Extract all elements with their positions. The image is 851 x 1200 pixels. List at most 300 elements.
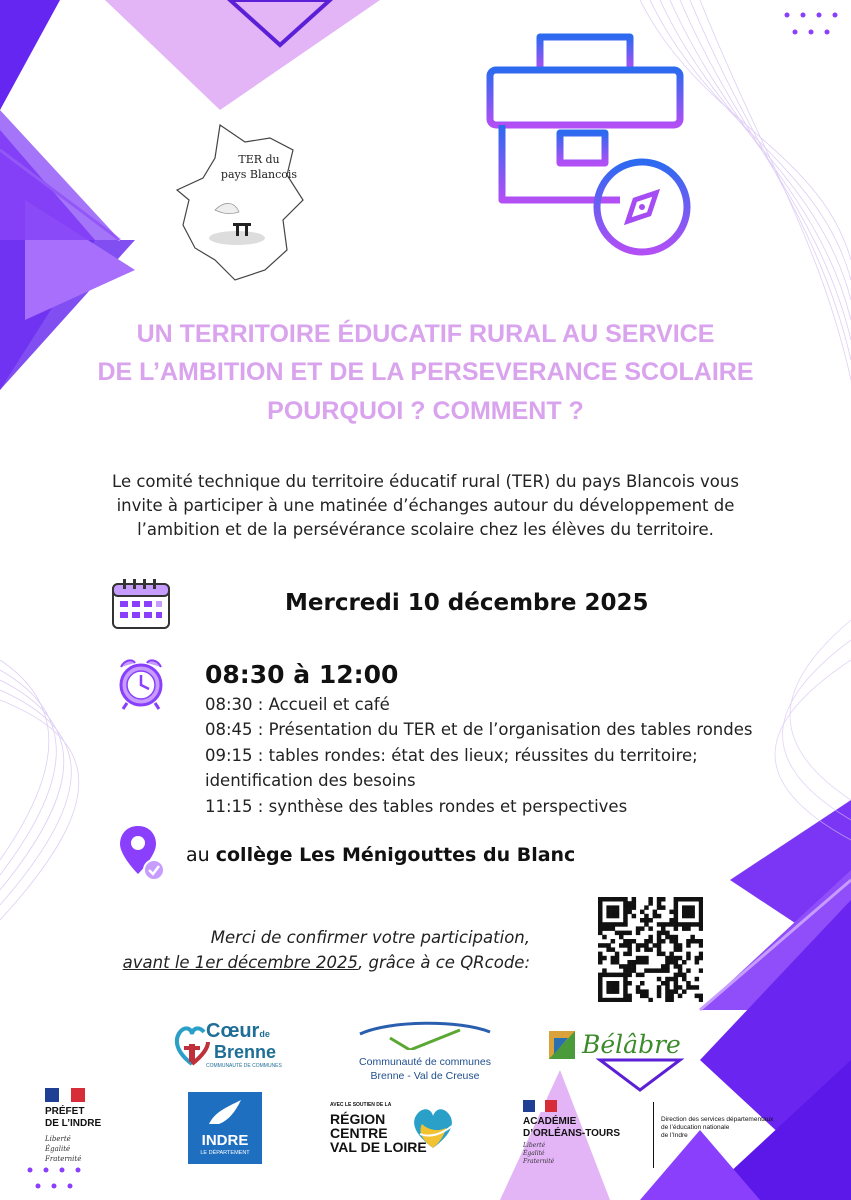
qr-module xyxy=(636,931,641,936)
ter-map-outline xyxy=(175,120,305,285)
qr-module xyxy=(619,897,624,902)
qr-module xyxy=(611,981,616,986)
cc-line-2: Brenne - Val de Creuse xyxy=(370,1070,480,1082)
qr-module xyxy=(695,977,700,982)
cc-brenne-val-de-creuse-logo xyxy=(350,1020,500,1085)
qr-code[interactable] xyxy=(598,897,703,1002)
qr-module xyxy=(686,943,691,948)
qr-module xyxy=(661,939,666,944)
qr-module xyxy=(598,922,603,927)
qr-module xyxy=(657,968,662,973)
qr-module xyxy=(598,943,603,948)
qr-module xyxy=(690,914,695,919)
bird-icon xyxy=(205,1098,245,1128)
qr-module xyxy=(640,960,645,965)
qr-module xyxy=(686,926,691,931)
qr-module xyxy=(615,897,620,902)
qr-module xyxy=(619,964,624,969)
qr-module xyxy=(686,952,691,957)
qr-module xyxy=(640,910,645,915)
academie-motto-3: Fraternité xyxy=(523,1158,555,1165)
cc-line-1: Communauté de communes xyxy=(359,1056,491,1068)
qr-module xyxy=(657,994,662,999)
qr-module xyxy=(653,968,658,973)
qr-module xyxy=(636,960,641,965)
qr-module xyxy=(623,931,628,936)
qr-module xyxy=(674,918,679,923)
qr-module xyxy=(611,914,616,919)
qr-module xyxy=(657,897,662,902)
prefet-motto-1: Liberté xyxy=(45,1135,71,1143)
qr-module xyxy=(648,968,653,973)
qr-module xyxy=(602,998,607,1002)
qr-module xyxy=(665,994,670,999)
qr-module xyxy=(674,922,679,927)
qr-module xyxy=(674,956,679,961)
region-centre-logo xyxy=(330,1102,460,1172)
qr-module xyxy=(606,981,611,986)
qr-module xyxy=(695,960,700,965)
qr-module xyxy=(682,989,687,994)
qr-module xyxy=(615,981,620,986)
ter-logo-line2: pays Blancois xyxy=(220,168,298,181)
qr-module xyxy=(699,905,703,910)
qr-module xyxy=(657,952,662,957)
qr-module xyxy=(678,947,683,952)
qr-module xyxy=(623,918,628,923)
qr-module xyxy=(598,897,603,902)
belabre-logo xyxy=(548,1028,708,1063)
qr-module xyxy=(690,939,695,944)
qr-module xyxy=(657,943,662,948)
qr-module xyxy=(615,973,620,978)
qr-module xyxy=(627,947,632,952)
qr-module xyxy=(606,897,611,902)
qr-module xyxy=(665,985,670,990)
qr-module xyxy=(665,964,670,969)
qr-module xyxy=(615,998,620,1002)
qr-module xyxy=(657,939,662,944)
qr-module xyxy=(611,897,616,902)
qr-module xyxy=(648,947,653,952)
qr-module xyxy=(615,960,620,965)
qr-module xyxy=(623,968,628,973)
qr-module xyxy=(686,914,691,919)
qr-module xyxy=(598,914,603,919)
venue xyxy=(186,844,575,866)
qr-module xyxy=(611,947,616,952)
qr-module xyxy=(627,943,632,948)
qr-module xyxy=(623,939,628,944)
qr-module xyxy=(619,943,624,948)
briefcase-compass-icon xyxy=(480,25,710,265)
qr-module xyxy=(644,905,649,910)
qr-module xyxy=(690,897,695,902)
qr-module xyxy=(606,989,611,994)
qr-module xyxy=(699,939,703,944)
qr-module xyxy=(674,977,679,982)
qr-module xyxy=(669,910,674,915)
academie-d3: de l’Indre xyxy=(661,1132,688,1139)
qr-module xyxy=(644,960,649,965)
region-l2: CENTRE xyxy=(330,1125,388,1141)
qr-module xyxy=(674,935,679,940)
qr-module xyxy=(615,914,620,919)
qr-module xyxy=(690,922,695,927)
belabre-name: Bélâbre xyxy=(582,1030,681,1059)
qr-module xyxy=(653,943,658,948)
qr-module xyxy=(661,931,666,936)
qr-module xyxy=(636,926,641,931)
qr-module xyxy=(678,943,683,948)
qr-module xyxy=(682,910,687,915)
region-l3: VAL DE LOIRE xyxy=(330,1139,427,1155)
qr-module xyxy=(674,939,679,944)
qr-module xyxy=(682,914,687,919)
qr-module xyxy=(606,910,611,915)
intro-line-2: invite à participer à une matinée d’échanges autour du développement de xyxy=(116,496,735,515)
qr-module xyxy=(665,931,670,936)
schedule-item-2: 08:45 : Présentation du TER et de l’organisation des tables rondes xyxy=(205,720,753,739)
qr-module xyxy=(615,952,620,957)
qr-module xyxy=(644,947,649,952)
location-pin-icon xyxy=(118,824,166,882)
qr-module xyxy=(598,952,603,957)
qr-module xyxy=(623,922,628,927)
marianne-flag-icon xyxy=(523,1100,557,1112)
qr-module xyxy=(682,905,687,910)
coeur-name-1: Cœur xyxy=(206,1020,260,1042)
qr-module xyxy=(627,905,632,910)
qr-module xyxy=(657,905,662,910)
qr-module xyxy=(623,998,628,1002)
qr-module xyxy=(644,918,649,923)
qr-module xyxy=(665,922,670,927)
academie-l1: ACADÉMIE xyxy=(523,1116,577,1127)
qr-module xyxy=(674,985,679,990)
qr-module xyxy=(686,939,691,944)
qr-module xyxy=(699,943,703,948)
qr-module xyxy=(619,935,624,940)
qr-module xyxy=(636,985,641,990)
qr-module xyxy=(678,964,683,969)
qr-module xyxy=(665,935,670,940)
qr-module xyxy=(674,981,679,986)
qr-module xyxy=(644,956,649,961)
calendar-icon xyxy=(110,578,172,630)
qr-module xyxy=(640,918,645,923)
qr-module xyxy=(695,994,700,999)
qr-module xyxy=(665,968,670,973)
qr-module xyxy=(678,985,683,990)
qr-module xyxy=(623,914,628,919)
qr-module xyxy=(690,985,695,990)
qr-module xyxy=(657,985,662,990)
qr-module xyxy=(606,914,611,919)
qr-module xyxy=(699,910,703,915)
qr-module xyxy=(627,901,632,906)
title-line-1: UN TERRITOIRE ÉDUCATIF RURAL AU SERVICE xyxy=(136,320,715,348)
qr-module xyxy=(674,910,679,915)
qr-module xyxy=(686,905,691,910)
confirm-line-2 xyxy=(120,953,530,972)
qr-module xyxy=(669,960,674,965)
qr-module xyxy=(632,914,637,919)
qr-module xyxy=(661,952,666,957)
qr-module xyxy=(665,956,670,961)
qr-module xyxy=(598,956,603,961)
ter-logo xyxy=(175,120,305,285)
qr-module xyxy=(657,914,662,919)
qr-module xyxy=(598,998,603,1002)
venue-name: collège Les Ménigouttes du Blanc xyxy=(215,844,576,866)
qr-module xyxy=(699,994,703,999)
qr-module xyxy=(674,905,679,910)
qr-module xyxy=(682,926,687,931)
schedule-item-1: 08:30 : Accueil et café xyxy=(205,695,390,714)
qr-module xyxy=(598,901,603,906)
qr-module xyxy=(657,922,662,927)
qr-module xyxy=(611,939,616,944)
qr-module xyxy=(632,964,637,969)
qr-module xyxy=(632,960,637,965)
qr-module xyxy=(644,994,649,999)
prefet-indre-logo xyxy=(45,1088,125,1178)
qr-module xyxy=(661,905,666,910)
qr-module xyxy=(619,998,624,1002)
qr-module xyxy=(657,989,662,994)
qr-module xyxy=(686,985,691,990)
qr-module xyxy=(661,897,666,902)
qr-module xyxy=(699,914,703,919)
qr-module xyxy=(606,998,611,1002)
qr-module xyxy=(665,989,670,994)
qr-module xyxy=(644,943,649,948)
qr-module xyxy=(623,905,628,910)
confirm-line-1: Merci de confirmer votre participation, xyxy=(210,928,530,947)
prefet-line-1: PRÉFET xyxy=(45,1106,85,1117)
qr-module xyxy=(669,922,674,927)
qr-module xyxy=(669,952,674,957)
schedule-item-4: 11:15 : synthèse des tables rondes et perspectives xyxy=(205,797,628,816)
indre-departement-logo xyxy=(188,1092,262,1164)
qr-module xyxy=(611,956,616,961)
qr-module xyxy=(602,922,607,927)
qr-module xyxy=(678,973,683,978)
coeur-de: de xyxy=(259,1029,270,1039)
qr-module xyxy=(611,922,616,927)
intro-line-1: Le comité technique du territoire éducatif rural (TER) du pays Blancois vous xyxy=(112,472,739,491)
qr-module xyxy=(611,926,616,931)
qr-module xyxy=(619,973,624,978)
qr-module xyxy=(690,910,695,915)
qr-module xyxy=(699,998,703,1002)
qr-module xyxy=(644,968,649,973)
region-top: AVEC LE SOUTIEN DE LA xyxy=(330,1102,392,1108)
qr-module xyxy=(606,926,611,931)
qr-module xyxy=(640,981,645,986)
qr-module xyxy=(640,994,645,999)
qr-module xyxy=(699,926,703,931)
qr-module xyxy=(632,901,637,906)
alarm-clock-icon xyxy=(115,655,167,713)
confirm-deadline: avant le 1er décembre 2025 xyxy=(122,953,359,972)
indre-sub: LE DÉPARTEMENT xyxy=(200,1150,250,1156)
qr-module xyxy=(661,968,666,973)
academie-l2: D’ORLÉANS-TOURS xyxy=(523,1128,621,1139)
qr-module xyxy=(640,989,645,994)
qr-module xyxy=(615,989,620,994)
qr-module xyxy=(606,922,611,927)
qr-module xyxy=(636,947,641,952)
qr-module xyxy=(674,926,679,931)
qr-module xyxy=(611,989,616,994)
qr-module xyxy=(695,985,700,990)
qr-module xyxy=(640,973,645,978)
qr-module xyxy=(690,905,695,910)
qr-module xyxy=(598,960,603,965)
qr-module xyxy=(619,931,624,936)
qr-module xyxy=(640,926,645,931)
qr-module xyxy=(623,989,628,994)
qr-module xyxy=(627,968,632,973)
qr-module xyxy=(623,973,628,978)
qr-module xyxy=(598,977,603,982)
coeur-sub: COMMUNAUTÉ DE COMMUNES xyxy=(206,1063,282,1069)
qr-module xyxy=(678,994,683,999)
venue-prefix: au xyxy=(186,844,216,866)
qr-module xyxy=(648,998,653,1002)
qr-module xyxy=(611,960,616,965)
qr-module xyxy=(686,956,691,961)
qr-module xyxy=(627,952,632,957)
qr-module xyxy=(623,901,628,906)
qr-module xyxy=(648,901,653,906)
qr-module xyxy=(674,901,679,906)
qr-module xyxy=(665,960,670,965)
qr-module xyxy=(606,973,611,978)
qr-module xyxy=(615,956,620,961)
qr-module xyxy=(627,981,632,986)
qr-module xyxy=(674,914,679,919)
qr-module xyxy=(695,939,700,944)
qr-module xyxy=(669,989,674,994)
qr-module xyxy=(615,905,620,910)
wave-icon xyxy=(350,1020,500,1050)
qr-module xyxy=(627,910,632,915)
qr-module xyxy=(674,964,679,969)
indre-name: INDRE xyxy=(201,1132,249,1149)
qr-module xyxy=(611,985,616,990)
qr-module xyxy=(665,998,670,1002)
qr-module xyxy=(606,985,611,990)
qr-module xyxy=(636,956,641,961)
qr-module xyxy=(623,964,628,969)
title-line-2: DE L’AMBITION ET DE LA PERSEVERANCE SCOLAIRE xyxy=(97,358,754,386)
qr-module xyxy=(598,985,603,990)
coeur-name-2: Brenne xyxy=(214,1042,277,1062)
qr-module xyxy=(699,952,703,957)
qr-module xyxy=(682,922,687,927)
qr-module xyxy=(615,910,620,915)
qr-module xyxy=(686,922,691,927)
qr-module xyxy=(627,960,632,965)
qr-module xyxy=(682,897,687,902)
qr-module xyxy=(669,956,674,961)
qr-module xyxy=(674,989,679,994)
qr-module xyxy=(674,897,679,902)
qr-module xyxy=(657,931,662,936)
qr-module xyxy=(674,960,679,965)
qr-module xyxy=(669,977,674,982)
qr-module xyxy=(690,935,695,940)
qr-module xyxy=(678,968,683,973)
ter-logo-line1: TER du xyxy=(238,153,280,166)
qr-module xyxy=(615,922,620,927)
qr-module xyxy=(611,973,616,978)
qr-module xyxy=(674,973,679,978)
qr-module xyxy=(615,931,620,936)
qr-module xyxy=(669,918,674,923)
qr-module xyxy=(598,905,603,910)
qr-module xyxy=(678,897,683,902)
qr-module xyxy=(602,973,607,978)
qr-module xyxy=(632,968,637,973)
qr-module xyxy=(686,981,691,986)
qr-module xyxy=(648,935,653,940)
qr-module xyxy=(615,985,620,990)
intro-line-3: l’ambition et de la persévérance scolaire chez les élèves du territoire. xyxy=(137,520,714,539)
qr-module xyxy=(611,910,616,915)
qr-module xyxy=(653,910,658,915)
academie-d1: Direction des services départementaux xyxy=(661,1116,774,1123)
qr-module xyxy=(648,926,653,931)
qr-module xyxy=(611,905,616,910)
qr-module xyxy=(598,989,603,994)
qr-module xyxy=(682,960,687,965)
qr-module xyxy=(669,939,674,944)
qr-module xyxy=(669,935,674,940)
qr-module xyxy=(632,905,637,910)
qr-module xyxy=(657,947,662,952)
prefet-line-2: DE L’INDRE xyxy=(45,1118,102,1129)
qr-module xyxy=(627,973,632,978)
qr-module xyxy=(598,931,603,936)
academie-divider xyxy=(653,1102,654,1168)
academie-orleans-tours-logo xyxy=(523,1100,805,1170)
qr-module xyxy=(623,897,628,902)
schedule-item-3-cont: identification des besoins xyxy=(205,771,416,790)
qr-module xyxy=(602,956,607,961)
qr-module xyxy=(644,922,649,927)
qr-module xyxy=(623,943,628,948)
qr-module xyxy=(598,973,603,978)
prefet-motto-2: Égalité xyxy=(45,1145,71,1153)
qr-module xyxy=(669,998,674,1002)
intro-paragraph xyxy=(60,470,791,542)
qr-module xyxy=(632,897,637,902)
qr-module xyxy=(699,968,703,973)
qr-module xyxy=(598,910,603,915)
qr-module xyxy=(627,964,632,969)
qr-module xyxy=(644,914,649,919)
qr-module xyxy=(623,952,628,957)
qr-module xyxy=(602,943,607,948)
qr-module xyxy=(657,901,662,906)
qr-module xyxy=(648,918,653,923)
qr-module xyxy=(606,943,611,948)
belabre-emblem-icon xyxy=(548,1030,576,1060)
